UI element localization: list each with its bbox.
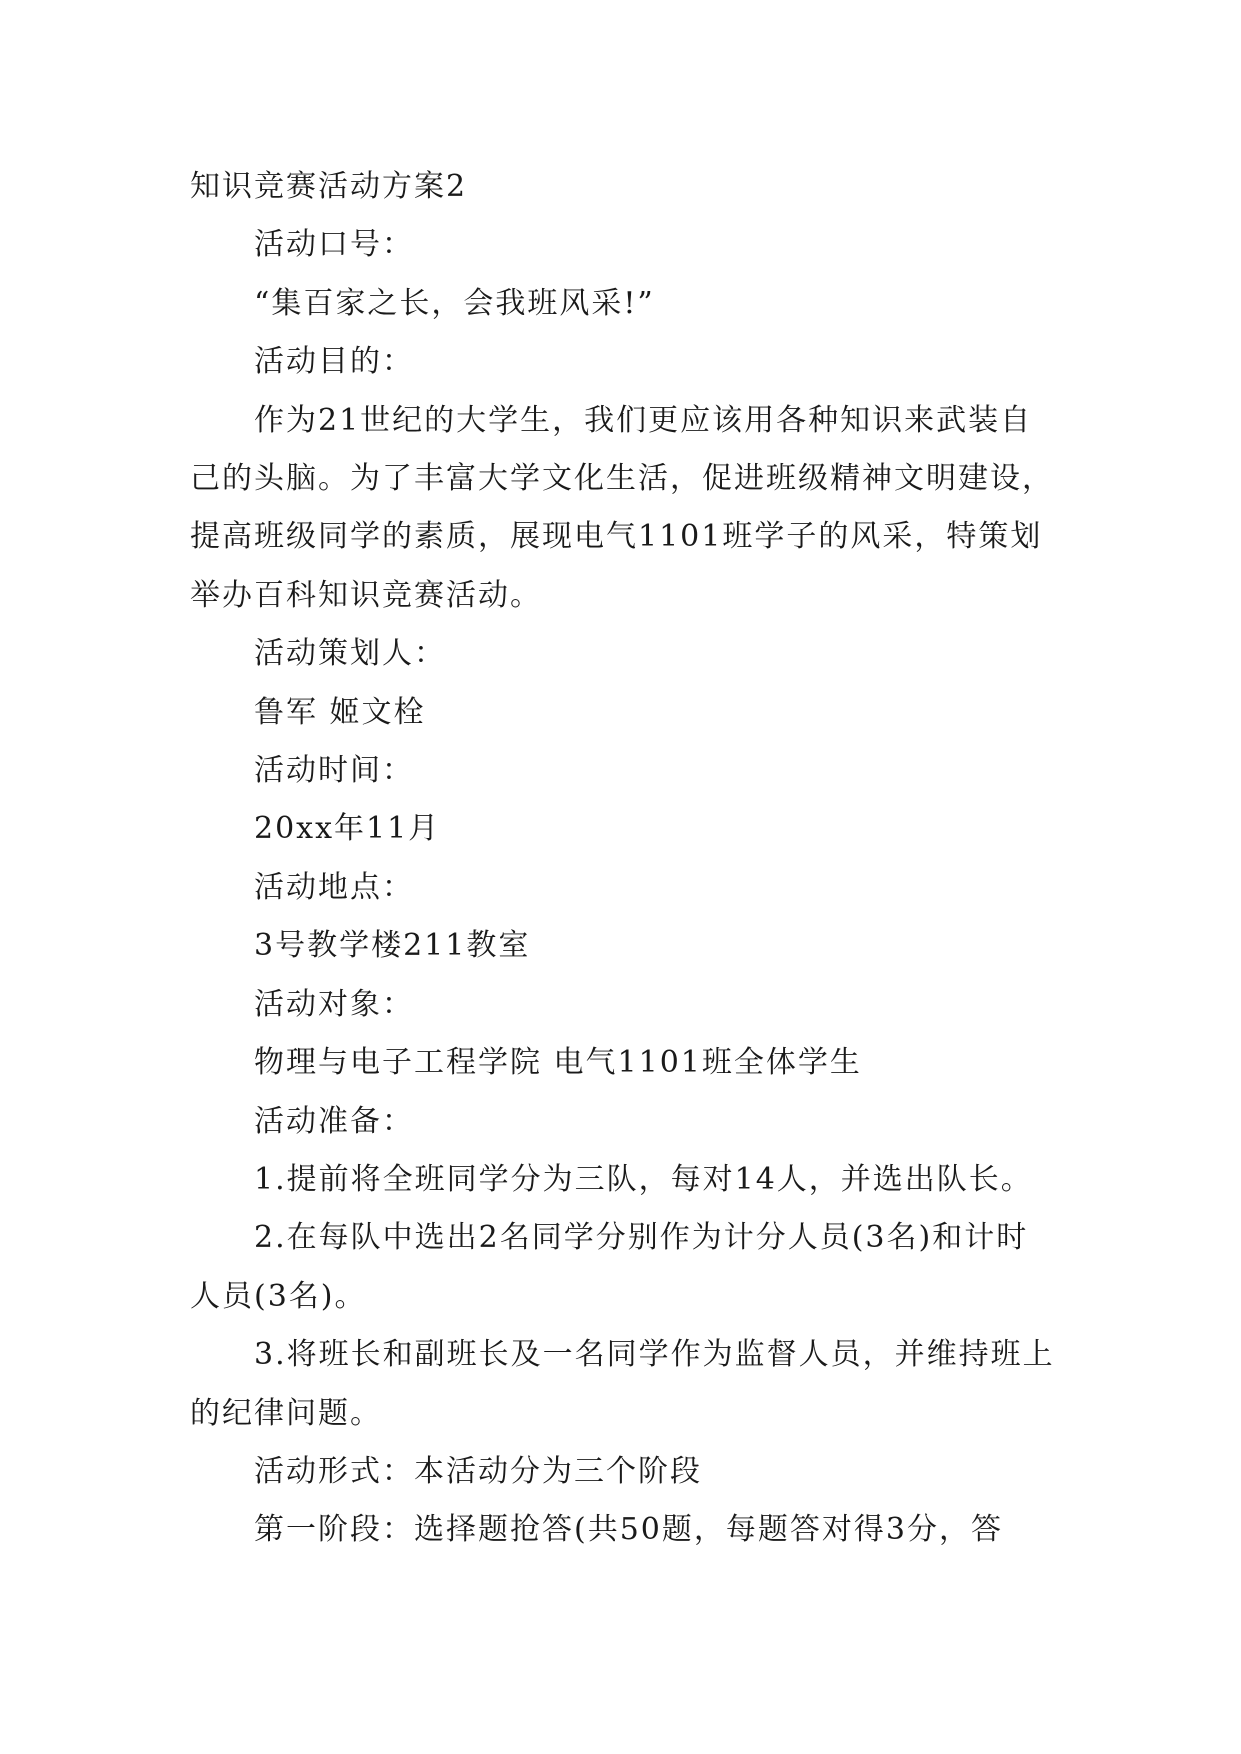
location-text: 3号教学楼211教室 xyxy=(254,928,531,964)
purpose-heading: 活动目的： xyxy=(254,344,414,380)
audience-text: 物理与电子工程学院 电气1101班全体学生 xyxy=(254,1045,862,1081)
preparation-heading: 活动准备： xyxy=(254,1103,414,1139)
time-heading: 活动时间： xyxy=(254,753,414,789)
planner-heading: 活动策划人： xyxy=(254,636,446,672)
stage-one-text: 第一阶段：选择题抢答(共50题，每题答对得3分，答 xyxy=(254,1512,1003,1548)
purpose-text: 作为21世纪的大学生，我们更应该用各种知识来武装自己的头脑。为了丰富大学文化生活，促进班级精神文明建设，提高班级同学的素质，展现电气1101班学子的风采，特策划举办百科知识竞赛活动。 xyxy=(190,402,1054,613)
preparation-item-2: 2.在每队中选出2名同学分别作为计分人员(3名)和计时人员(3名)。 xyxy=(190,1220,1029,1314)
audience-heading: 活动对象： xyxy=(254,986,414,1022)
document-title: 知识竞赛活动方案2 xyxy=(190,169,468,204)
slogan-text: “集百家之长，会我班风采!” xyxy=(254,285,655,321)
preparation-item-1: 1.提前将全班同学分为三队，每对14人，并选出队长。 xyxy=(254,1161,1033,1197)
document-body xyxy=(190,158,1056,1560)
planner-names: 鲁军 姬文栓 xyxy=(254,694,426,730)
preparation-item-3: 3.将班长和副班长及一名同学作为监督人员，并维持班上的纪律问题。 xyxy=(190,1337,1055,1431)
slogan-heading: 活动口号： xyxy=(254,227,414,263)
format-text: 活动形式：本活动分为三个阶段 xyxy=(254,1453,702,1489)
time-text: 20xx年11月 xyxy=(254,811,441,847)
location-heading: 活动地点： xyxy=(254,869,414,905)
